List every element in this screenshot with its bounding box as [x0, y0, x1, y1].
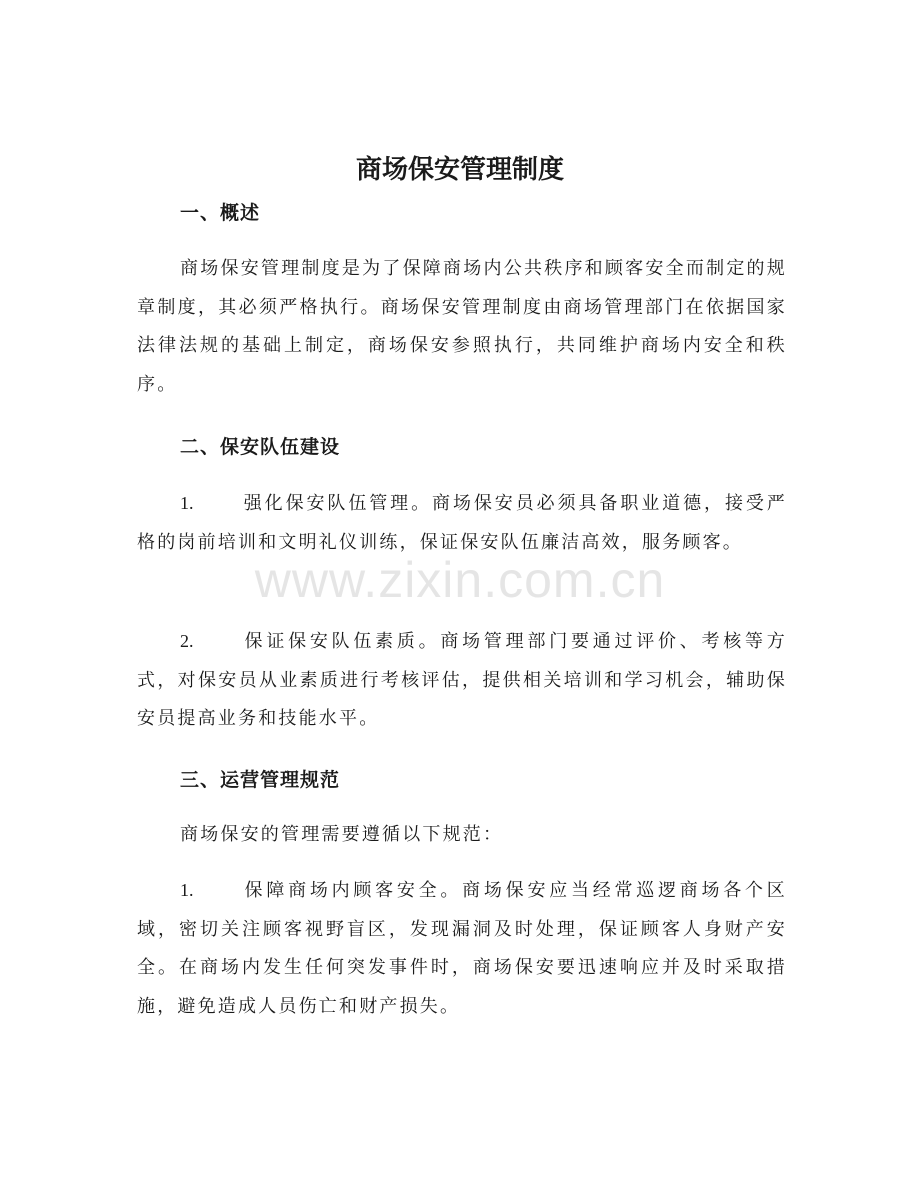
list-item-text: 保障商场内顾客安全。商场保安应当经常巡逻商场各个区域，密切关注顾客视野盲区，发现漏洞及时处理，保证顾客人身财产安全。在商场内发生任何突发事件时，商场保安要迅速响应并及时采取措施，避免造成人员伤亡和财产损失。 [137, 880, 787, 1017]
list-item-number: 1. [180, 493, 194, 513]
section-heading-overview: 一、概述 [180, 202, 261, 224]
overview-paragraph: 商场保安管理制度是为了保障商场内公共秩序和顾客安全而制定的规章制度，其必须严格执行。商场保安管理制度由商场管理部门在依据国家法律法规的基础上制定，商场保安参照执行，共同维护商场内安全和秩序。 [137, 258, 787, 395]
operations-intro: 商场保安的管理需要遵循以下规范： [180, 824, 504, 845]
list-item-number: 2. [180, 631, 194, 651]
document-title: 商场保安管理制度 [355, 155, 564, 185]
watermark: www.zixin.com.cn [254, 552, 666, 608]
list-item-text: 强化保安队伍管理。商场保安员必须具备职业道德，接受严格的岗前培训和文明礼仪训练，保证保安队伍廉洁高效，服务顾客。 [137, 493, 787, 553]
list-item [137, 622, 787, 739]
section-heading-team-building: 二、保安队伍建设 [180, 436, 341, 458]
section-heading-operations: 三、运营管理规范 [180, 769, 341, 791]
list-item-text: 保证保安队伍素质。商场管理部门要通过评价、考核等方式，对保安员从业素质进行考核评估，提供相关培训和学习机会，辅助保安员提高业务和技能水平。 [137, 631, 787, 729]
list-item [137, 871, 787, 1026]
list-item-number: 1. [180, 880, 194, 900]
list-item [137, 484, 787, 562]
